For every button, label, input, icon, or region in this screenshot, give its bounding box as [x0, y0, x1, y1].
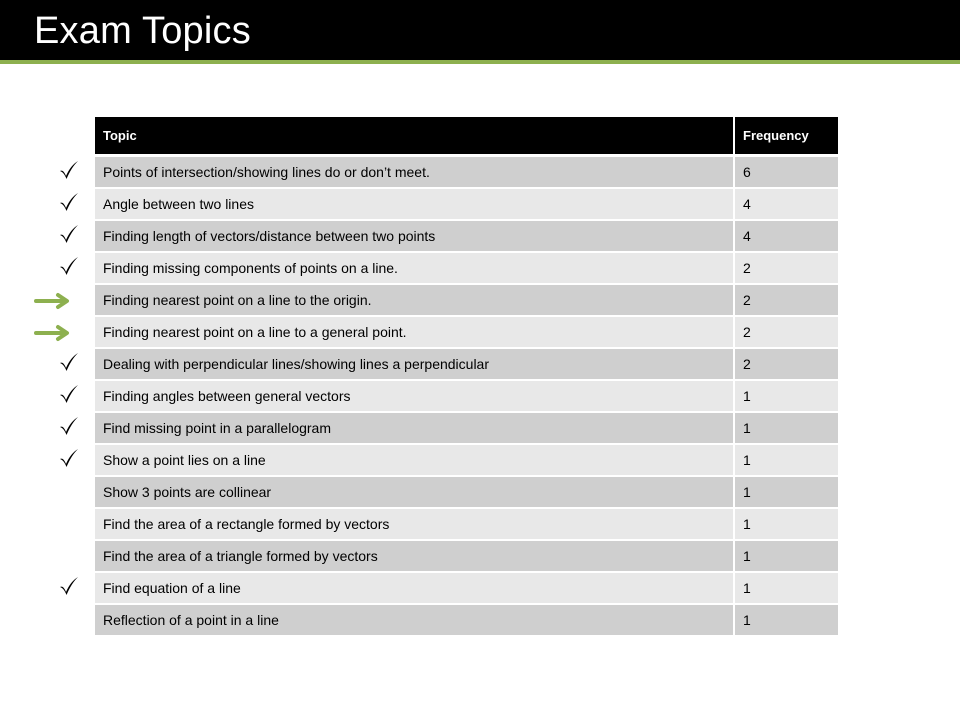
table-row: [95, 573, 838, 605]
table-header-row: [95, 117, 838, 157]
column-header-topic: Topic: [95, 117, 735, 157]
frequency-cell: 1: [735, 573, 838, 605]
checkmark-icon: [58, 447, 84, 469]
topic-cell: Find the area of a triangle formed by vectors: [95, 541, 735, 573]
table-row: [95, 445, 838, 477]
table-row: [95, 541, 838, 573]
checkmark-icon: [58, 415, 84, 437]
checkmark-icon: [58, 351, 84, 373]
checkmark-icon: [58, 191, 84, 213]
frequency-cell: 1: [735, 605, 838, 637]
frequency-cell: 1: [735, 381, 838, 413]
topic-cell: Dealing with perpendicular lines/showing lines a perpendicular: [95, 349, 735, 381]
topic-cell: Finding missing components of points on a line.: [95, 253, 735, 285]
frequency-cell: 2: [735, 253, 838, 285]
topic-cell: Reflection of a point in a line: [95, 605, 735, 637]
frequency-cell: 6: [735, 157, 838, 189]
frequency-cell: 1: [735, 477, 838, 509]
frequency-cell: 2: [735, 285, 838, 317]
table-body: [95, 157, 838, 637]
checkmark-icon: [58, 255, 84, 277]
page-title: Exam Topics: [34, 10, 251, 52]
topic-cell: Finding nearest point on a line to the origin.: [95, 285, 735, 317]
title-underline: [0, 60, 960, 64]
table-row: [95, 221, 838, 253]
table-row: [95, 413, 838, 445]
title-bar: [0, 0, 960, 60]
frequency-cell: 4: [735, 221, 838, 253]
table-row: [95, 157, 838, 189]
checkmark-icon: [58, 575, 84, 597]
frequency-cell: 2: [735, 317, 838, 349]
table-row: [95, 317, 838, 349]
topic-cell: Points of intersection/showing lines do or don’t meet.: [95, 157, 735, 189]
table-row: [95, 605, 838, 637]
table-row: [95, 381, 838, 413]
topic-cell: Find equation of a line: [95, 573, 735, 605]
frequency-cell: 1: [735, 509, 838, 541]
topic-cell: Finding length of vectors/distance between two points: [95, 221, 735, 253]
column-header-frequency: Frequency: [735, 117, 838, 157]
topic-cell: Find missing point in a parallelogram: [95, 413, 735, 445]
table-row: [95, 477, 838, 509]
checkmark-icon: [58, 383, 84, 405]
topic-cell: Finding nearest point on a line to a general point.: [95, 317, 735, 349]
frequency-cell: 1: [735, 541, 838, 573]
checkmark-icon: [58, 223, 84, 245]
topics-table: [95, 117, 838, 637]
frequency-cell: 2: [735, 349, 838, 381]
frequency-cell: 1: [735, 445, 838, 477]
frequency-cell: 1: [735, 413, 838, 445]
table-row: [95, 509, 838, 541]
table-row: [95, 189, 838, 221]
table-row: [95, 285, 838, 317]
topic-cell: Angle between two lines: [95, 189, 735, 221]
frequency-cell: 4: [735, 189, 838, 221]
topic-cell: Find the area of a rectangle formed by vectors: [95, 509, 735, 541]
arrow-right-icon: [34, 322, 70, 344]
topic-cell: Show 3 points are collinear: [95, 477, 735, 509]
checkmark-icon: [58, 159, 84, 181]
arrow-right-icon: [34, 290, 70, 312]
topic-cell: Finding angles between general vectors: [95, 381, 735, 413]
table-row: [95, 253, 838, 285]
topic-cell: Show a point lies on a line: [95, 445, 735, 477]
table-row: [95, 349, 838, 381]
